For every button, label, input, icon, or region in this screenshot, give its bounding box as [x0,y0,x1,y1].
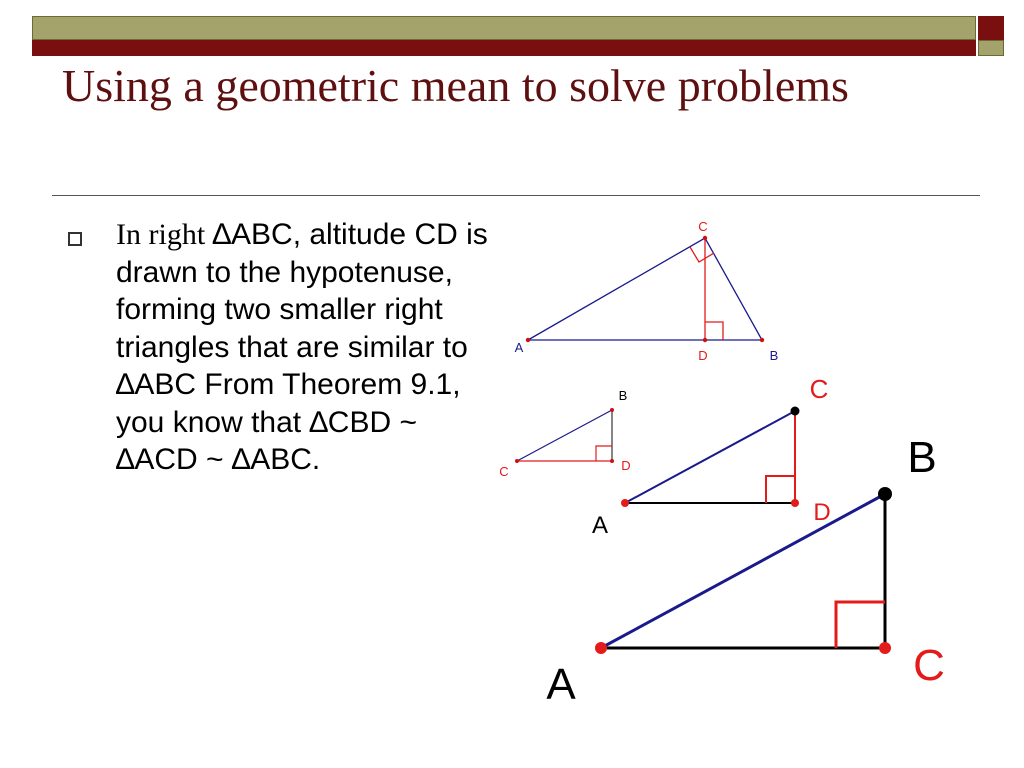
large-vertex-c [879,642,891,654]
medium-triangle-right-angle [766,476,795,503]
bullet-text-intro: In right [116,218,213,251]
small-triangle-right-angle [596,446,612,461]
medium-triangle [592,374,831,539]
small-vertex-d [610,459,614,463]
large-label-a: A [546,660,576,709]
top-label-b: B [769,348,779,363]
top-vertex-c [703,236,707,240]
top-triangle-outline [528,238,762,340]
top-label-a: A [514,340,524,355]
large-vertex-a [595,642,607,654]
medium-vertex-c [791,407,800,416]
medium-label-a: A [591,512,609,539]
top-label-d: D [698,348,708,363]
top-label-c: C [698,219,708,234]
large-vertex-b [878,487,892,501]
top-triangle-right-angle-c [690,247,714,262]
top-triangle [515,219,779,363]
top-vertex-d [703,338,707,342]
bullet-text-rest: ∆ABC, altitude CD is drawn to the hypotenuse, forming two smaller right triangles that are similar to ∆ABC From Theorem 9.1, you know that ∆CBD ~ ∆ACD ~ ∆ABC. [116,218,488,476]
medium-vertex-d [791,499,799,507]
large-triangle-right-angle [836,602,885,648]
small-label-c: C [499,464,509,479]
large-label-b: B [907,433,937,482]
top-triangle-right-angle-d [705,322,723,340]
slide-title: Using a geometric mean to solve problems [62,60,849,111]
small-vertex-c [515,459,519,463]
small-vertex-b [610,408,614,412]
small-label-d: D [621,458,631,473]
medium-vertex-a [621,499,629,507]
large-triangle-hypotenuse [601,494,885,648]
small-label-b: B [618,388,628,403]
medium-label-d: D [813,499,831,526]
top-vertex-a [526,338,530,342]
top-vertex-b [760,338,764,342]
small-triangle [499,388,630,479]
small-triangle-hypotenuse [517,410,612,461]
medium-label-c: C [809,374,829,404]
large-triangle [546,433,945,709]
large-label-c: C [913,641,945,690]
medium-triangle-hypotenuse [625,411,795,503]
